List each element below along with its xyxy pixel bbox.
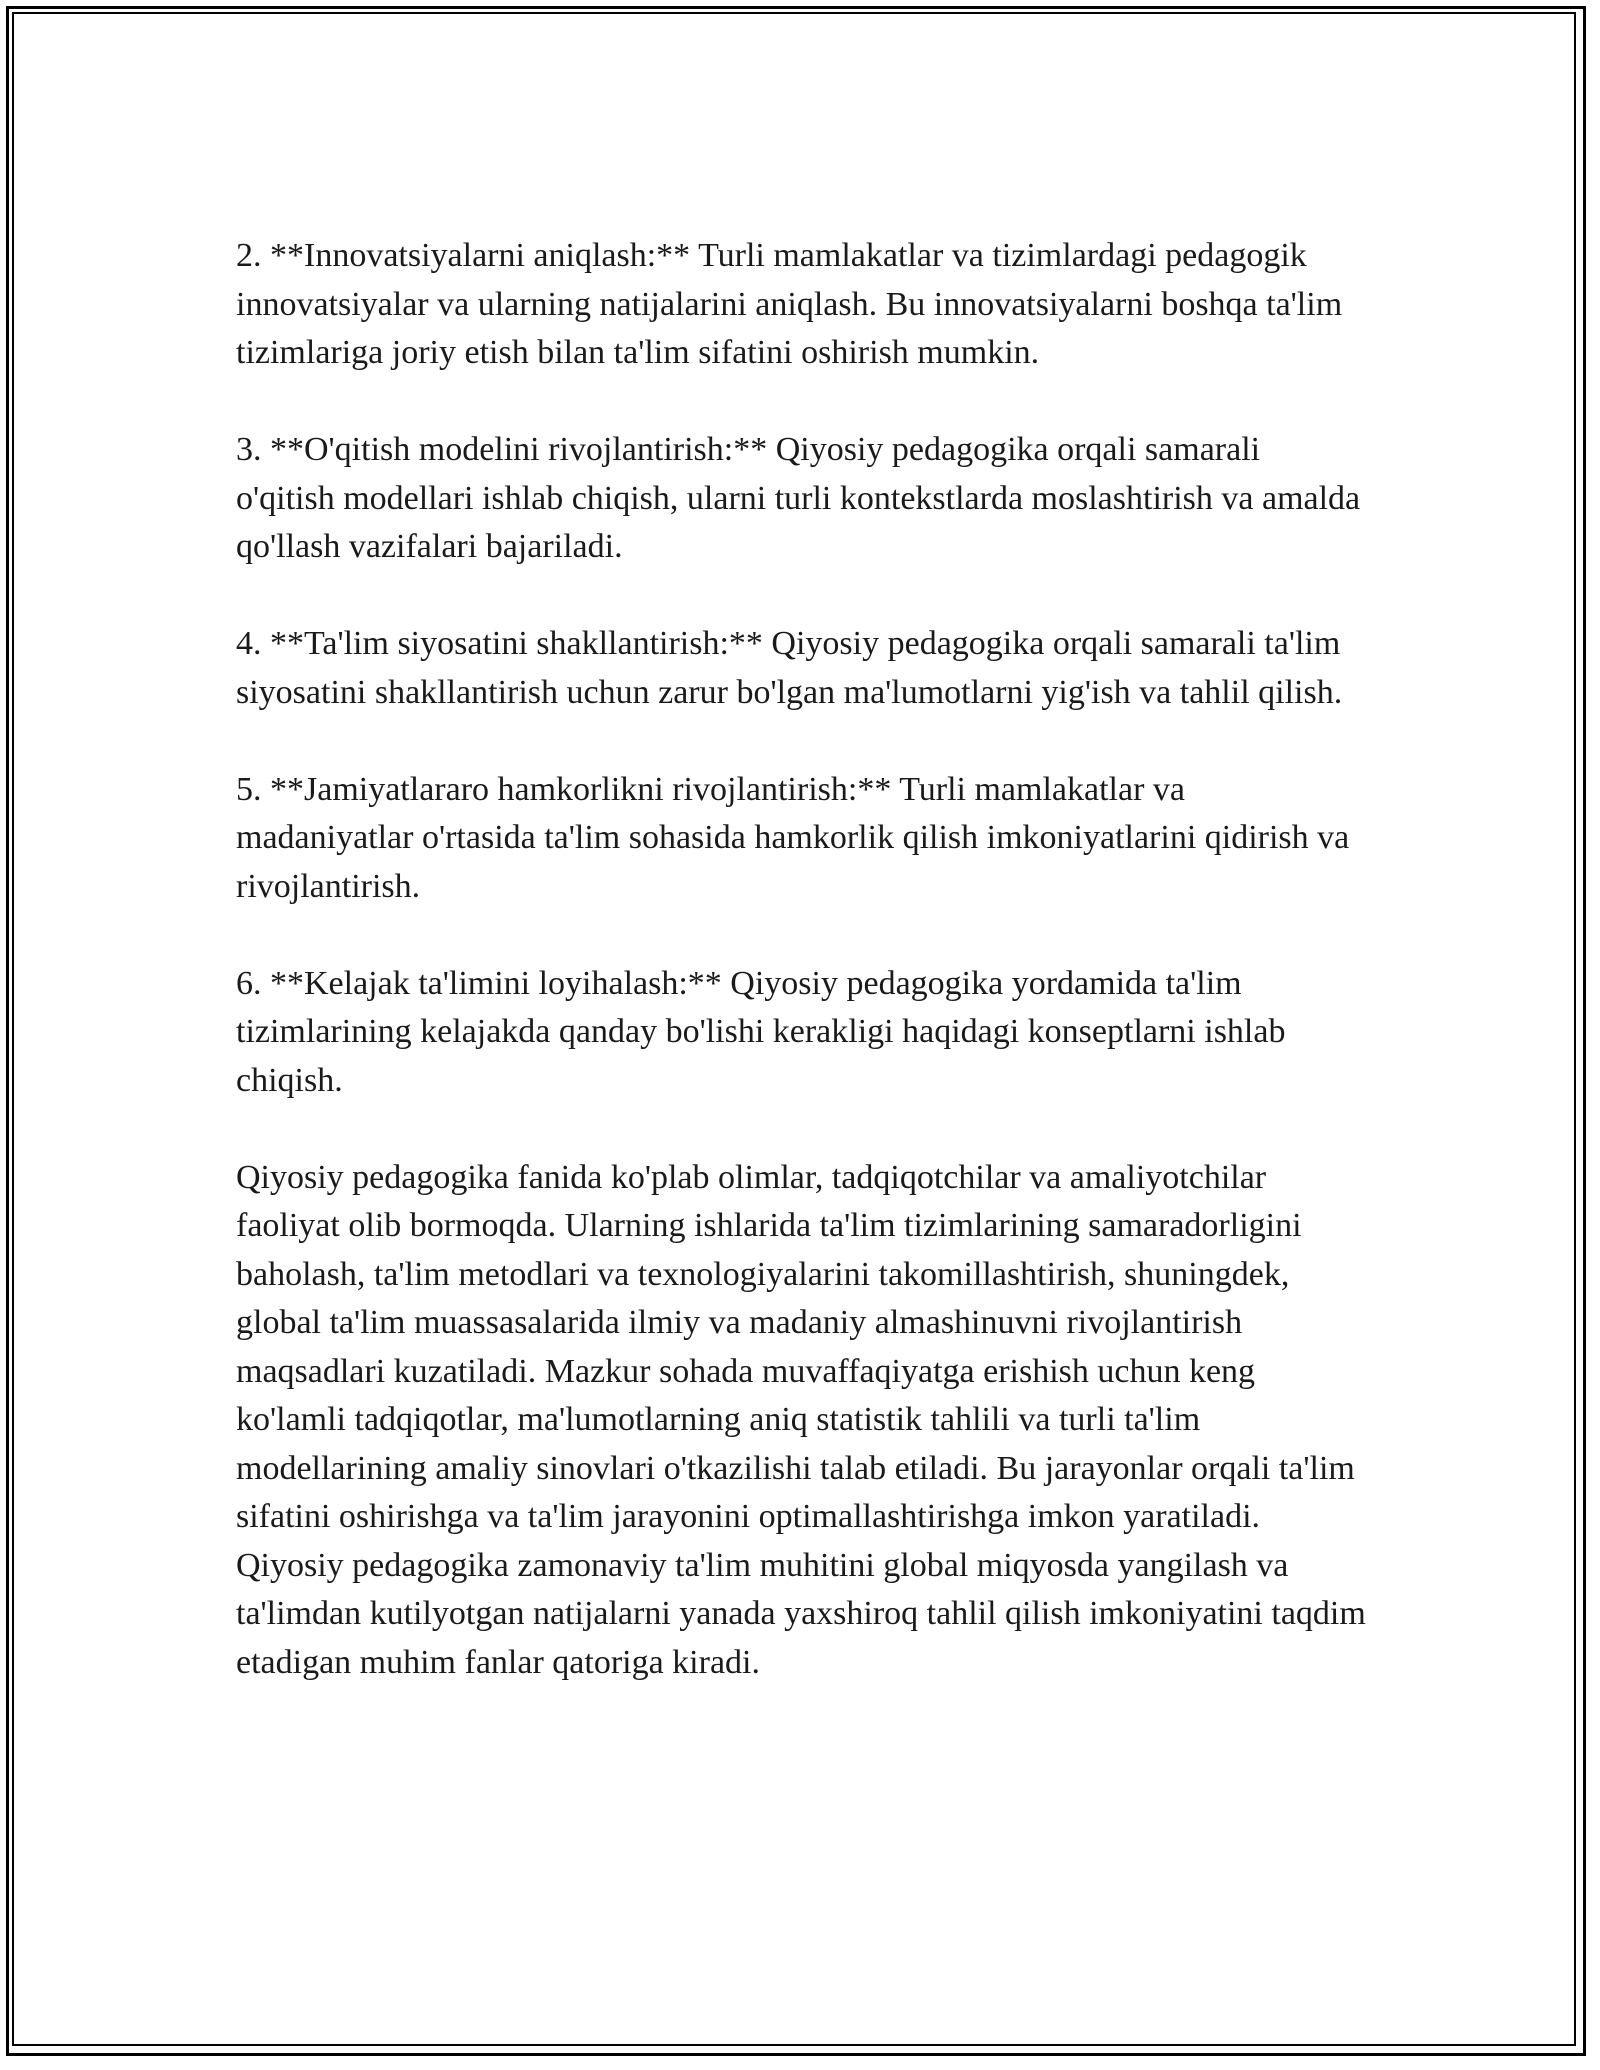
paragraph-cooperation: 5. **Jamiyatlararo hamkorlikni rivojlantirish:** Turli mamlakatlar va madaniyatlar o'rtasida ta'lim sohasida hamkorlik qilish imkoniyatlarini qidirish va rivojlantirish. [236, 770, 1350, 905]
document-body [236, 232, 1366, 1687]
paragraph-summary: Qiyosiy pedagogika fanida ko'plab olimlar, tadqiqotchilar va amaliyotchilar faoliyat olib bormoqda. Ularning ishlarida ta'lim tizimlarining samaradorligini baholash, ta'lim metodlari va texnologiyalarini takomillashtirish, shuningdek, global ta'lim muassasalarida ilmiy va madaniy almashinuvni rivojlantirish maqsadlari kuzatiladi. Mazkur sohada muvaffaqiyatga erishish uchun keng ko'lamli tadqiqotlar, ma'lumotlarning aniq statistik tahlili va turli ta'lim modellarining amaliy sinovlari o'tkazilishi talab etiladi. Bu jarayonlar orqali ta'lim sifatini oshirishga va ta'lim jarayonini optimallashtirishga imkon yaratiladi. Qiyosiy pedagogika zamonaviy ta'lim muhitini global miqyosda yangilash va ta'limdan kutilyotgan natijalarni yanada yaxshiroq tahlil qilish imkoniyatini taqdim etadigan muhim fanlar qatoriga kiradi. [236, 1158, 1366, 1681]
paragraph-future-education: 6. **Kelajak ta'limini loyihalash:** Qiyosiy pedagogika yordamida ta'lim tizimlarining kelajakda qanday bo'lishi kerakligi haqidagi konseptlarni ishlab chiqish. [236, 964, 1286, 1099]
paragraph-teaching-model: 3. **O'qitish modelini rivojlantirish:** Qiyosiy pedagogika orqali samarali o'qitish modellari ishlab chiqish, ularni turli kontekstlarda moslashtirish va amalda qo'llash vazifalari bajariladi. [236, 431, 1361, 565]
paragraph-innovations: 2. **Innovatsiyalarni aniqlash:** Turli mamlakatlar va tizimlardagi pedagogik innovatsiyalar va ularning natijalarini aniqlash. Bu innovatsiyalarni boshqa ta'lim tizimlariga joriy etish bilan ta'lim sifatini oshirish mumkin. [236, 237, 1343, 371]
paragraph-education-policy: 4. **Ta'lim siyosatini shakllantirish:** Qiyosiy pedagogika orqali samarali ta'lim siyosatini shakllantirish uchun zarur bo'lgan ma'lumotlarni yig'ish va tahlil qilish. [236, 625, 1343, 711]
